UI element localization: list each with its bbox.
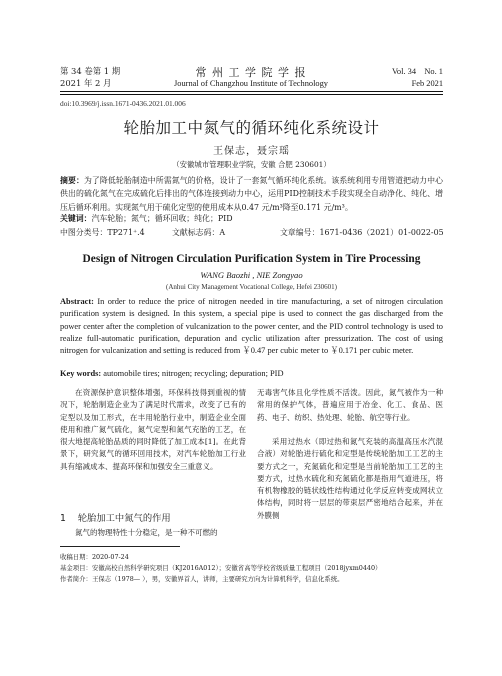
keywords-en <box>60 368 443 380</box>
title-en: Design of Nitrogen Circulation Purification System in Tire Processing <box>82 253 421 265</box>
article-number: 文章编号：1671-0436（2021）01-0022-05 <box>280 228 444 237</box>
affiliation-en: (Anhui City Management Vocational College, Hefei 230601) <box>165 283 337 291</box>
clc-number: 中图分类号：TP271⁺.4 <box>60 228 145 237</box>
keywords-cn-text: 汽车轮胎；氮气；循环回收；纯化；PID <box>91 214 233 223</box>
abstract-cn <box>60 174 443 214</box>
section-heading: 1 轮胎加工中氮气的作用 <box>60 513 171 524</box>
keywords-cn <box>60 213 443 225</box>
affiliation-cn: （安徽城市管理职业学院，安徽 合肥 230601） <box>172 160 331 169</box>
intro-paragraph: 在资源保护意识整体增强，环保科技得到重视的情况下，轮胎制造企业为了满足时代需求，改变了已有的定型以及加工形式，在丰用轮胎行业中，制造企业全面使用和推广氮气硫化，氮气定型和氮气充胎的工艺，在很大地提高轮胎品质的同时降低了加工成本[1]。在此背景下，研究氮气的循环回用技术，对汽车轮胎加工行业具有缩减成本、提高环保和加强安全三重意义。 <box>60 388 246 471</box>
author-bio: 作者简介：王保志（1978— ），男，安徽界首人，讲师，主要研究方向为计算机科学，信息化系统。 <box>60 574 344 583</box>
doi: doi:10.3969/j.issn.1671-0436.2021.01.006 <box>60 99 186 108</box>
keywords-en-text: automobile tires; nitrogen; recycling; depuration; PID <box>101 369 284 378</box>
title-cn: 轮胎加工中氮气的循环纯化系统设计 <box>123 119 380 137</box>
footnote-rule <box>60 546 180 547</box>
volume-issue-cn: 第 34 卷第 1 期 <box>60 66 121 76</box>
right-column-paragraph-2: 采用过热水（即过热和氮气充装的高温高压水汽混合液）对轮胎进行硫化和定型是传统轮胎加工工艺的主要方式之一，充氮硫化和定型是当前轮胎加工工艺的主要方式，过热水硫化和充氮硫化都是指用气道进压，将有机物橡胶的链状线性结构通过化学反应转变成网状立体结构，同时将一层层的带束层严密地结合起来，并在外膜侧 <box>257 437 443 520</box>
authors-cn: 王保志，聂宗瑶 <box>213 146 290 157</box>
journal-name-cn: 常 州 工 学 院 学 报 <box>195 66 307 79</box>
volume-issue-en: Vol. 34 No. 1 <box>391 67 443 76</box>
journal-name-en: Journal of Changzhou Institute of Technology <box>174 79 328 88</box>
header-rule-thick <box>60 91 443 92</box>
abstract-cn-label: 摘要： <box>60 176 84 185</box>
right-column-paragraph-1: 无毒害气体且化学性质不活泼。因此，氮气被作为一种常用的保护气体，普遍应用于冶金、化工、食品、医药、电子、纺织、热处理、轮胎、航空等行业。 <box>257 388 443 422</box>
authors-en: WANG Baozhi , NIE Zongyao <box>200 270 303 280</box>
abstract-en-label: Abstract: <box>60 297 94 306</box>
abstract-en-text: In order to reduce the price of nitrogen needed in tire manufacturing, a set of nitrogen circulation purification system is designed. In this system, a special pipe is used to connect the gas discharged from the power center after the completion of vulcanization to the power center, and the PID control technology is used to realize full-automatic purification, depuration and cyclic utilization after pressurization. The cost of using nitrogen for vulcanization and setting is reduced from ￥0.47 per cubic meter to ￥0.171 per cubic meter. <box>60 297 443 356</box>
document-code: 文献标志码：A <box>172 228 226 237</box>
abstract-cn-text: 为了降低轮胎制造中所需氮气的价格，设计了一套氮气循环纯化系统。该系统利用专用管道把动力中心供出的硫化氮气在完成硫化后排出的气体连接到动力中心，运用PID控制技术手段实现全自动净化、纯化、增压后循环利用。实现氮气用于硫化定型的使用成本从0.47 元/m³降至0.171 元/m³。 <box>60 176 443 212</box>
keywords-en-label: Key words: <box>60 369 102 378</box>
date-cn: 2021 年 2 月 <box>60 78 112 88</box>
date-en: Feb 2021 <box>411 79 443 88</box>
fund-project: 基金项目：安徽高校自然科学研究项目（KJ2016A012）；安徽省高等学校省级质量工程项目（2018jyxm0440） <box>60 563 382 572</box>
keywords-cn-label: 关键词： <box>60 214 92 223</box>
abstract-en <box>60 296 443 357</box>
header-rule-thin <box>60 94 443 95</box>
footnote <box>60 552 443 584</box>
received-date: 收稿日期：2020-07-24 <box>60 553 129 561</box>
section-paragraph-start: 氮气的物理特性十分稳定，是一种不可燃的 <box>75 528 218 537</box>
